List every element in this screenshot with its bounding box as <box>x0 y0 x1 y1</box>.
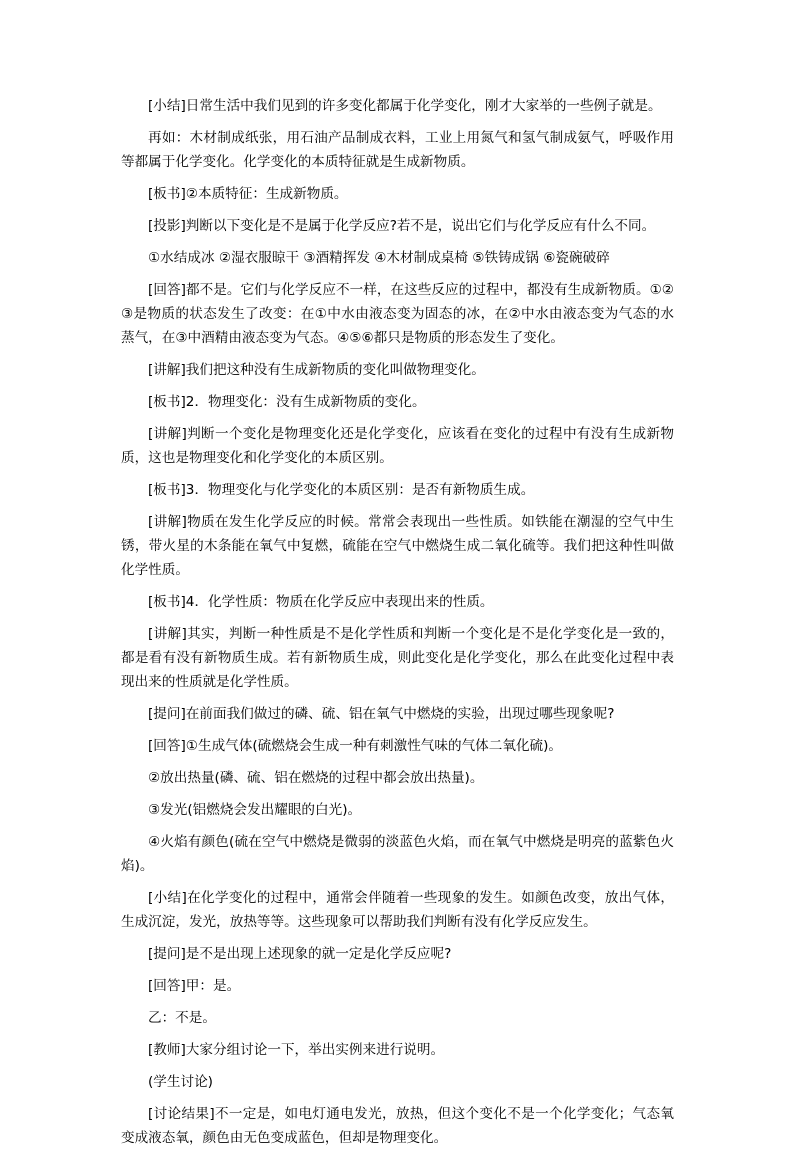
paragraph-summary-1: [小结]日常生活中我们见到的许多变化都属于化学变化，刚才大家举的一些例子就是。 <box>148 98 662 114</box>
paragraph-explain-physical: [讲解]我们把这种没有生成新物质的变化叫做物理变化。 <box>148 362 485 378</box>
paragraph-question-phenomena: [提问]在前面我们做过的磷、硫、铝在氧气中燃烧的实验，出现过哪些现象呢? <box>148 706 615 722</box>
paragraph-explain-judge: [讲解]判断一个变化是物理变化还是化学变化，应该看在变化的过程中有没有生成新物质，这也是物理变化和化学变化的本质区别。 <box>121 426 674 466</box>
paragraph-board-chemical-property: [板书]4．化学性质：物质在化学反应中表现出来的性质。 <box>148 594 494 610</box>
paragraph-explain-consistency: [讲解]其实，判断一种性质是不是化学性质和判断一个变化是不是化学变化是一致的，都是看有没有新物质生成。若有新物质生成，则此变化是化学变化，那么在此变化过程中表现出来的性质就是化学性质。 <box>121 626 674 690</box>
paragraph-projection-question: [投影]判断以下变化是不是属于化学反应?若不是，说出它们与化学反应有什么不同。 <box>148 218 656 234</box>
document-page <box>121 94 674 1158</box>
paragraph-board-difference: [板书]3．物理变化与化学变化的本质区别：是否有新物质生成。 <box>148 482 535 498</box>
paragraph-answer-flame: ④火焰有颜色(硫在空气中燃烧是微弱的淡蓝色火焰，而在氧气中燃烧是明亮的蓝紫色火焰)。 <box>121 834 674 874</box>
paragraph-question-reaction: [提问]是不是出现上述现象的就一定是化学反应呢? <box>148 946 452 962</box>
paragraph-teacher: [教师]大家分组讨论一下，举出实例来进行说明。 <box>148 1042 445 1058</box>
paragraph-summary-2: [小结]在化学变化的过程中，通常会伴随着一些现象的发生。如颜色改变，放出气体，生成沉淀，发光，放热等等。这些现象可以帮助我们判断有没有化学反应发生。 <box>121 890 674 930</box>
paragraph-board-essence: [板书]②本质特征：生成新物质。 <box>148 186 348 202</box>
paragraph-examples: 再如：木材制成纸张，用石油产品制成衣料，工业上用氮气和氢气制成氨气，呼吸作用等都属于化学变化。化学变化的本质特征就是生成新物质。 <box>121 130 674 170</box>
paragraph-explain-chemical-property: [讲解]物质在发生化学反应的时候。常常会表现出一些性质。如铁能在潮湿的空气中生锈，带火星的木条能在氧气中复燃，硫能在空气中燃烧生成二氧化硫等。我们把这种性叫做化学性质。 <box>121 514 674 578</box>
paragraph-student-discussion: (学生讨论) <box>148 1074 213 1090</box>
paragraph-answer-states: [回答]都不是。它们与化学反应不一样，在这些反应的过程中，都没有生成新物质。①②③是物质的状态发生了改变：在①中水由液态变为固态的冰，在②中水由液态变为气态的水蒸气，在③中酒精由液态变为气态。④⑤⑥都只是物质的形态发生了变化。 <box>121 282 674 346</box>
paragraph-answer-heat: ②放出热量(磷、硫、铝在燃烧的过程中都会放出热量)。 <box>148 770 484 786</box>
paragraph-answer-no: 乙：不是。 <box>148 1010 216 1026</box>
paragraph-discussion-result: [讨论结果]不一定是，如电灯通电发光，放热，但这个变化不是一个化学变化；气态氧变成液态氧，颜色由无色变成蓝色，但却是物理变化。 <box>121 1106 674 1146</box>
paragraph-answer-gas: [回答]①生成气体(硫燃烧会生成一种有刺激性气味的气体二氧化硫)。 <box>148 738 563 754</box>
paragraph-answer-light: ③发光(铝燃烧会发出耀眼的白光)。 <box>148 802 362 818</box>
paragraph-board-physical: [板书]2．物理变化：没有生成新物质的变化。 <box>148 394 426 410</box>
paragraph-answer-yes: [回答]甲：是。 <box>148 978 241 994</box>
paragraph-change-list: ①水结成冰 ②湿衣服晾干 ③酒精挥发 ④木材制成桌椅 ⑤铁铸成锅 ⑥瓷碗破碎 <box>148 250 610 266</box>
